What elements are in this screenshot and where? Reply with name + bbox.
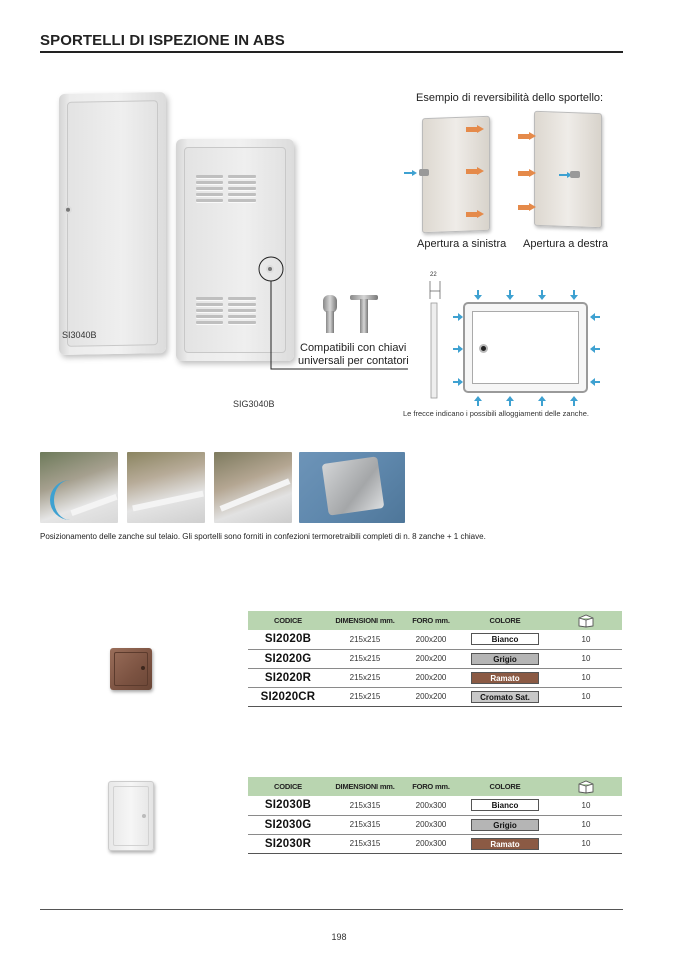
door-plain-image [59, 92, 166, 355]
hinge-arrow-icon [466, 125, 484, 134]
vent-bottom-left [196, 297, 223, 324]
quantity-value: 10 [550, 668, 622, 687]
box-quantity-icon [550, 611, 622, 630]
hinge-arrow-icon [466, 210, 484, 219]
quantity-value: 10 [550, 815, 622, 834]
handle-icon [570, 171, 580, 178]
door-plain-label: SI3040B [62, 330, 97, 340]
anchor-arrow-icon [590, 313, 600, 321]
handle-arrow-icon [404, 170, 418, 176]
panel-right-opening-image [534, 111, 602, 228]
left-opening-label: Apertura a sinistra [417, 238, 507, 250]
hole-value: 200x200 [402, 630, 460, 649]
hinge-arrow-icon [518, 203, 536, 212]
vent-top-left [196, 175, 223, 202]
product-code: SI2020G [248, 649, 328, 668]
hole-value: 200x300 [402, 796, 460, 815]
color-swatch: Bianco [471, 799, 539, 811]
anchor-arrow-icon [570, 396, 578, 406]
product-code: SI2020B [248, 630, 328, 649]
col-header-hole: FORO mm. [402, 777, 460, 796]
col-header-hole: FORO mm. [402, 611, 460, 630]
quantity-value: 10 [550, 649, 622, 668]
title-rule [40, 51, 623, 53]
quantity-value: 10 [550, 630, 622, 649]
anchors-note: Le frecce indicano i possibili alloggiamenti delle zanche. [403, 409, 589, 418]
hole-value: 200x200 [402, 649, 460, 668]
install-photo-1 [40, 452, 118, 523]
keys-caption-line2: universali per contatori [298, 355, 409, 367]
anchor-arrow-icon [538, 396, 546, 406]
table-row [248, 630, 622, 649]
anchor-arrow-icon [474, 290, 482, 300]
frame-diagram [463, 302, 588, 393]
dimensions-value: 215x215 [328, 668, 402, 687]
product-code: SI2020CR [248, 687, 328, 706]
package-photo [299, 452, 405, 523]
box-quantity-icon [550, 777, 622, 796]
vent-top-right [228, 175, 256, 202]
dimensions-value: 215x215 [328, 687, 402, 706]
table-row [248, 796, 622, 815]
anchor-arrow-icon [506, 290, 514, 300]
table-row [248, 815, 622, 834]
dimension-label: 22 [430, 272, 437, 278]
keys-caption-line1: Compatibili con chiavi [300, 342, 407, 354]
color-swatch: Bianco [471, 633, 539, 645]
keys-icon [320, 291, 382, 339]
product-code: SI2030G [248, 815, 328, 834]
color-swatch: Cromato Sat. [471, 691, 539, 703]
hinge-arrow-icon [518, 132, 536, 141]
dimensions-value: 215x315 [328, 834, 402, 853]
table-row [248, 834, 622, 853]
quantity-value: 10 [550, 687, 622, 706]
col-header-code: CODICE [248, 777, 328, 796]
dimensions-value: 215x315 [328, 815, 402, 834]
anchor-arrow-icon [590, 345, 600, 353]
product-code: SI2020R [248, 668, 328, 687]
photos-caption: Posizionamento delle zanche sul telaio. Gli sportelli sono forniti in confezioni termoretraibili completi di n. 8 zanche + 1 chiave. [40, 532, 486, 541]
hole-value: 200x200 [402, 687, 460, 706]
table-row [248, 668, 622, 687]
product-image-si2030 [108, 781, 154, 851]
col-header-color: COLORE [460, 777, 550, 796]
col-header-dimensions: DIMENSIONI mm. [328, 611, 402, 630]
col-header-dimensions: DIMENSIONI mm. [328, 777, 402, 796]
hole-value: 200x200 [402, 668, 460, 687]
quantity-value: 10 [550, 796, 622, 815]
product-code: SI2030B [248, 796, 328, 815]
right-opening-label: Apertura a destra [523, 238, 608, 250]
dimension-marker [426, 281, 446, 401]
anchor-arrow-icon [453, 345, 463, 353]
color-swatch: Grigio [471, 819, 539, 831]
install-photo-2 [127, 452, 205, 523]
dimensions-value: 215x215 [328, 649, 402, 668]
product-code: SI2030R [248, 834, 328, 853]
anchor-arrow-icon [474, 396, 482, 406]
color-swatch: Ramato [471, 672, 539, 684]
dimensions-value: 215x215 [328, 630, 402, 649]
col-header-color: COLORE [460, 611, 550, 630]
hinge-arrow-icon [466, 167, 484, 176]
page-title: SPORTELLI DI ISPEZIONE IN ABS [40, 32, 285, 49]
hinge-arrow-icon [518, 169, 536, 178]
spec-table-si2030 [248, 777, 622, 854]
lock-icon [479, 344, 488, 353]
anchor-arrow-icon [570, 290, 578, 300]
page-number: 198 [331, 932, 347, 942]
table-row [248, 687, 622, 706]
handle-icon [419, 169, 429, 176]
reversibility-heading: Esempio di reversibilità dello sportello: [416, 92, 604, 104]
table-row [248, 649, 622, 668]
anchor-arrow-icon [590, 378, 600, 386]
spec-table-si2020 [248, 611, 622, 707]
color-swatch: Ramato [471, 838, 539, 850]
quantity-value: 10 [550, 834, 622, 853]
dimensions-value: 215x315 [328, 796, 402, 815]
anchor-arrow-icon [506, 396, 514, 406]
footer-rule [40, 909, 623, 910]
hole-value: 200x300 [402, 834, 460, 853]
install-photo-3 [214, 452, 292, 523]
anchor-arrow-icon [453, 378, 463, 386]
col-header-code: CODICE [248, 611, 328, 630]
anchor-arrow-icon [453, 313, 463, 321]
door-vented-label: SIG3040B [233, 399, 275, 409]
product-image-si2020 [110, 648, 152, 690]
anchor-arrow-icon [538, 290, 546, 300]
hole-value: 200x300 [402, 815, 460, 834]
color-swatch: Grigio [471, 653, 539, 665]
